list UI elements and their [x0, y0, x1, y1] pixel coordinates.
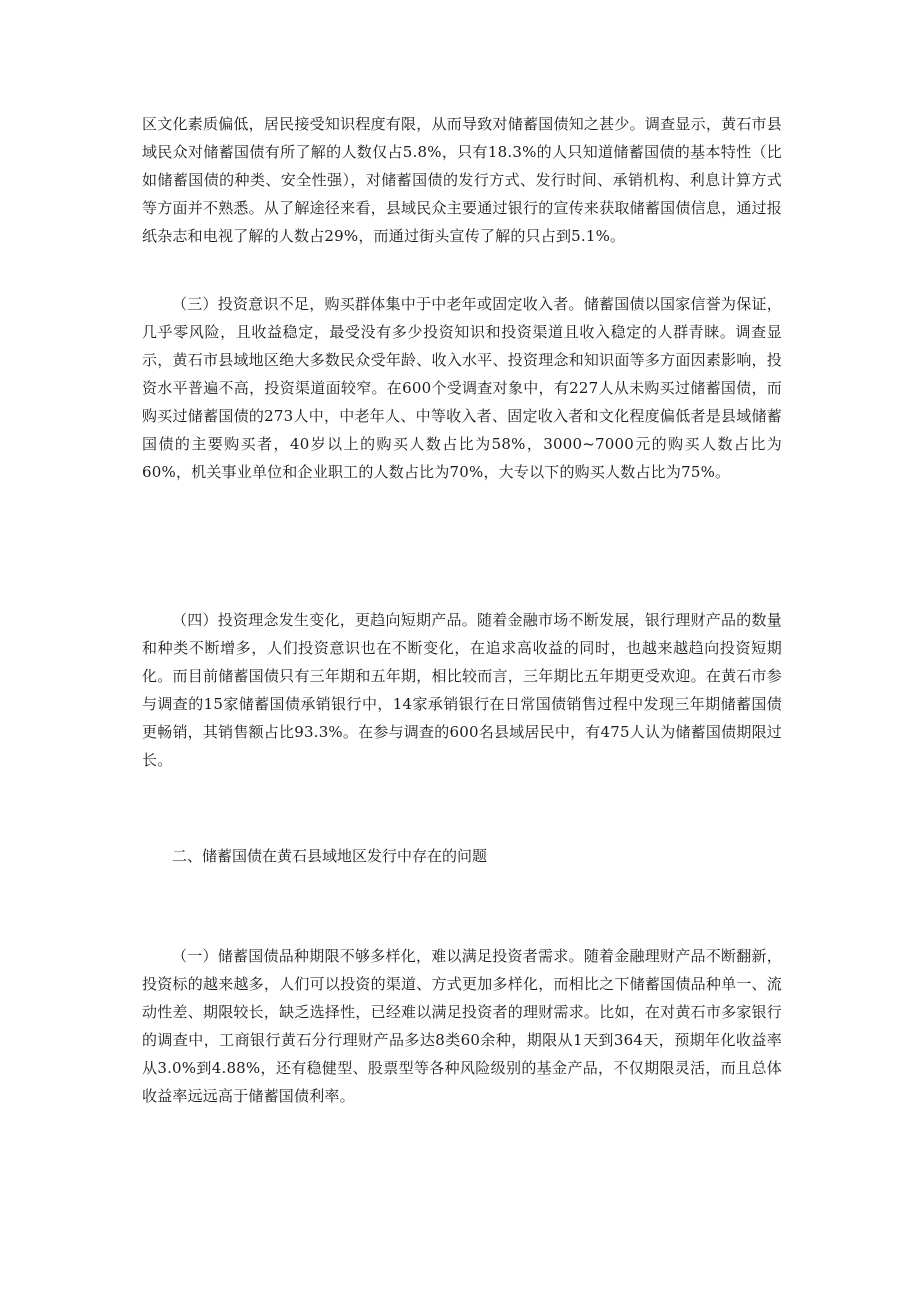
section-heading-two: 二、储蓄国债在黄石县域地区发行中存在的问题 — [172, 847, 488, 865]
paragraph-continuation: 区文化素质偏低，居民接受知识程度有限，从而导致对储蓄国债知之甚少。调查显示，黄石市县域民众对储蓄国债有所了解的人数仅占5.8%，只有18.3%的人只知道储蓄国债的基本特性（比如储蓄国债的种类、安全性强），对储蓄国债的发行方式、发行时间、承销机构、利息计算方式等方面并不熟悉。从了解途径来看，县域民众主要通过银行的宣传来获取储蓄国债信息，通过报纸杂志和电视了解的人数占29%，而通过街头宣传了解的只占到5.1%。 — [142, 115, 782, 245]
paragraph-section-three: （三）投资意识不足，购买群体集中于中老年或固定收入者。储蓄国债以国家信誉为保证，几乎零风险，且收益稳定，最受没有多少投资知识和投资渠道且收入稳定的人群青睐。调查显示，黄石市县域地区绝大多数民众受年龄、收入水平、投资理念和知识面等多方面因素影响，投资水平普遍不高，投资渠道面较窄。在600个受调查对象中，有227人从未购买过储蓄国债，而购买过储蓄国债的273人中，中老年人、中等收入者、固定收入者和文化程度偏低者是县域储蓄国债的主要购买者，40岁以上的购买人数占比为58%，3000~7000元的购买人数占比为60%，机关事业单位和企业职工的人数占比为70%，大专以下的购买人数占比为75%。 — [142, 295, 782, 481]
paragraph-section-one: （一）储蓄国债品种期限不够多样化，难以满足投资者需求。随着金融理财产品不断翻新，投资标的越来越多，人们可以投资的渠道、方式更加多样化，而相比之下储蓄国债品种单一、流动性差、期限较长，缺乏选择性，已经难以满足投资者的理财需求。比如，在对黄石市多家银行的调查中，工商银行黄石分行理财产品多达8类60余种，期限从1天到364天，预期年化收益率从3.0%到4.88%，还有稳健型、股票型等各种风险级别的基金产品，不仅期限灵活，而且总体收益率远远高于储蓄国债利率。 — [142, 947, 782, 1105]
paragraph-section-four: （四）投资理念发生变化，更趋向短期产品。随着金融市场不断发展，银行理财产品的数量和种类不断增多，人们投资意识也在不断变化，在追求高收益的同时，也越来越趋向投资短期化。而目前储蓄国债只有三年期和五年期，相比较而言，三年期比五年期更受欢迎。在黄石市参与调查的15家储蓄国债承销银行中，14家承销银行在日常国债销售过程中发现三年期储蓄国债更畅销，其销售额占比93.3%。在参与调查的600名县域居民中，有475人认为储蓄国债期限过长。 — [142, 611, 782, 769]
